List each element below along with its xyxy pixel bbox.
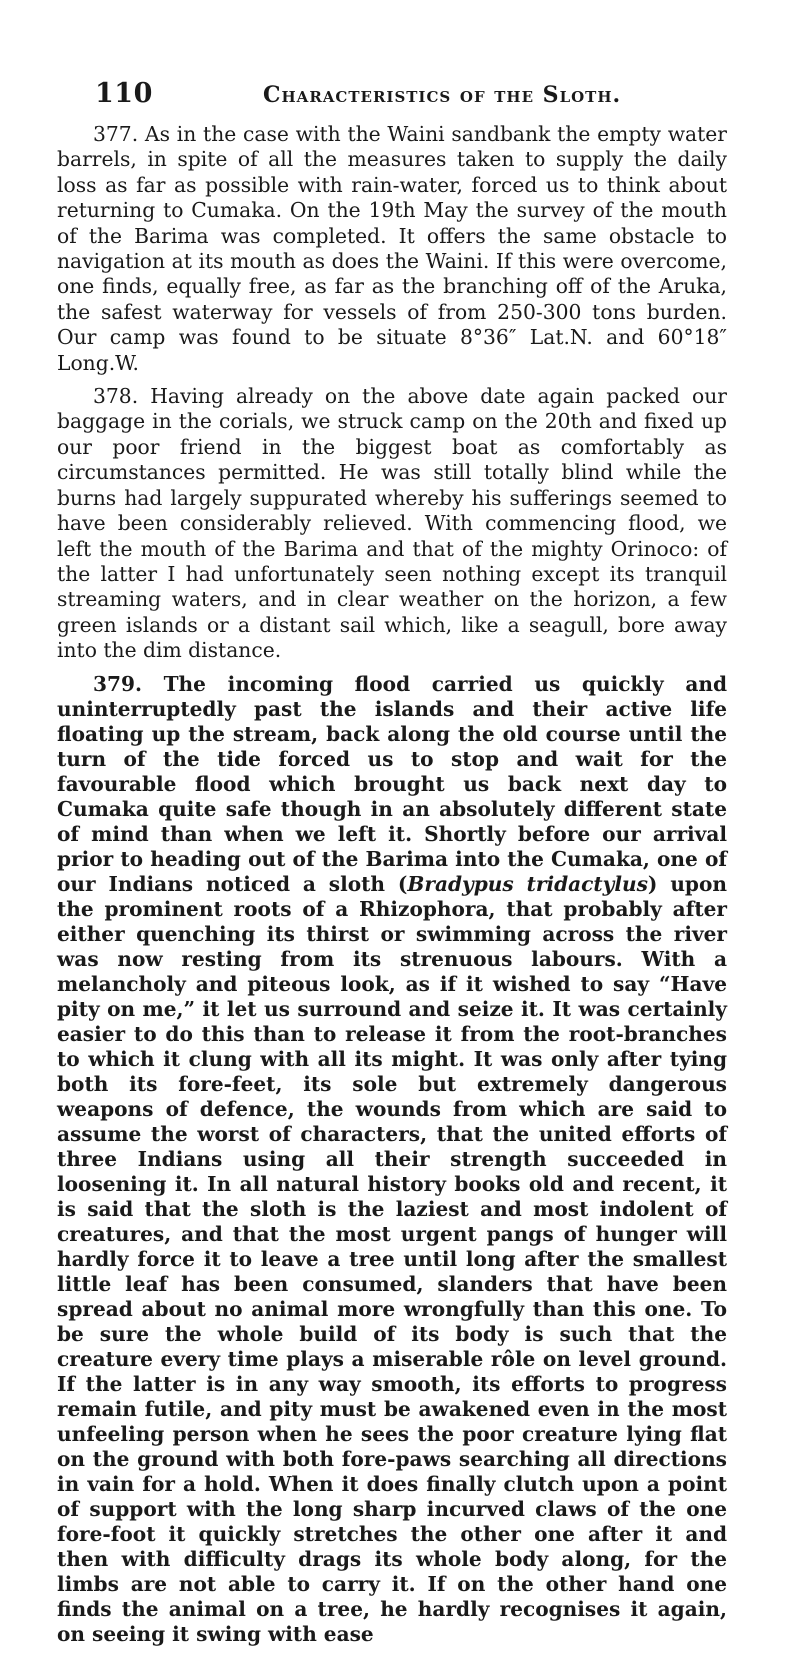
page-header	[95, 78, 715, 118]
species-name: Bradypus tridactylus	[407, 871, 648, 896]
page-number: 110	[95, 78, 153, 109]
paragraph-378: 378. Having already on the above date again packed our baggage in the corials, we struck camp on the 20th and fixed up our poor friend in the biggest boat as comfortably as circumstances permitted. He was still totally blind while the burns had largely suppurated whereby his sufferings seemed to have been considerably relieved. With commencing flood, we left the mouth of the Barima and that of the mighty Orinoco: of the latter I had unfortunately seen nothing except its tranquil streaming waters, and in clear weather on the horizon, a few green islands or a distant sail which, like a seagull, bore away into the dim distance.	[57, 384, 727, 663]
body-text	[57, 122, 727, 1655]
paragraph-379-part-2: ) upon the prominent roots of a Rhizophora, that probably after either quenching its thirst or swimming across the river was now resting from its strenuous labours. With a melancholy and piteous look, as if it wished to say “Have pity on me,” it let us surround and seize it. It was certainly easier to do this than to release it from the root-branches to which it clung with all its might. It was only after tying both its fore-feet, its sole but extremely dangerous weapons of defence, the wounds from which are said to assume the worst of characters, that the united efforts of three Indians using all their strength succeeded in loosening it. In all natural history books old and recent, it is said that the sloth is the laziest and most indolent of creatures, and that the most urgent pangs of hunger will hardly force it to leave a tree until long after the smallest little leaf has been consumed, slanders that have been spread about no animal more wrongfully than this one. To be sure the whole build of its body is such that the creature every time plays a miserable rôle on level ground. If the latter is in any way smooth, its efforts to progress remain futile, and pity must be awakened even in the most unfeeling person when he sees the poor creature lying flat on the ground with both fore-paws searching all directions in vain for a hold. When it does finally clutch upon a point of support with the long sharp incurved claws of the one fore-foot it quickly stretches the other one after it and then with difficulty drags its whole body along, for the limbs are not able to carry it. If on the other hand one finds the animal on a tree, he hardly recognises it again, on seeing it swing with ease	[57, 871, 727, 1646]
paragraph-379	[57, 672, 727, 1647]
running-head: Characteristics of the Sloth.	[263, 82, 622, 108]
paragraph-379-part-1: 379. The incoming flood carried us quickly and uninterruptedly past the islands and their active life floating up the stream, back along the old course until the turn of the tide forced us to stop and wait for the favourable flood which brought us back next day to Cumaka quite safe though in an absolutely different state of mind than when we left it. Shortly before our arrival prior to heading out of the Barima into the Cumaka, one of our Indians noticed a sloth (	[57, 671, 727, 896]
paragraph-377: 377. As in the case with the Waini sandbank the empty water barrels, in spite of all the measures taken to supply the daily loss as far as possible with rain-water, forced us to think about returning to Cumaka. On the 19th May the survey of the mouth of the Barima was completed. It offers the same obstacle to navigation at its mouth as does the Waini. If this were overcome, one finds, equally free, as far as the branching off of the Aruka, the safest waterway for vessels of from 250-300 tons burden. Our camp was found to be situate 8°36″ Lat.N. and 60°18″ Long.W.	[57, 122, 727, 375]
